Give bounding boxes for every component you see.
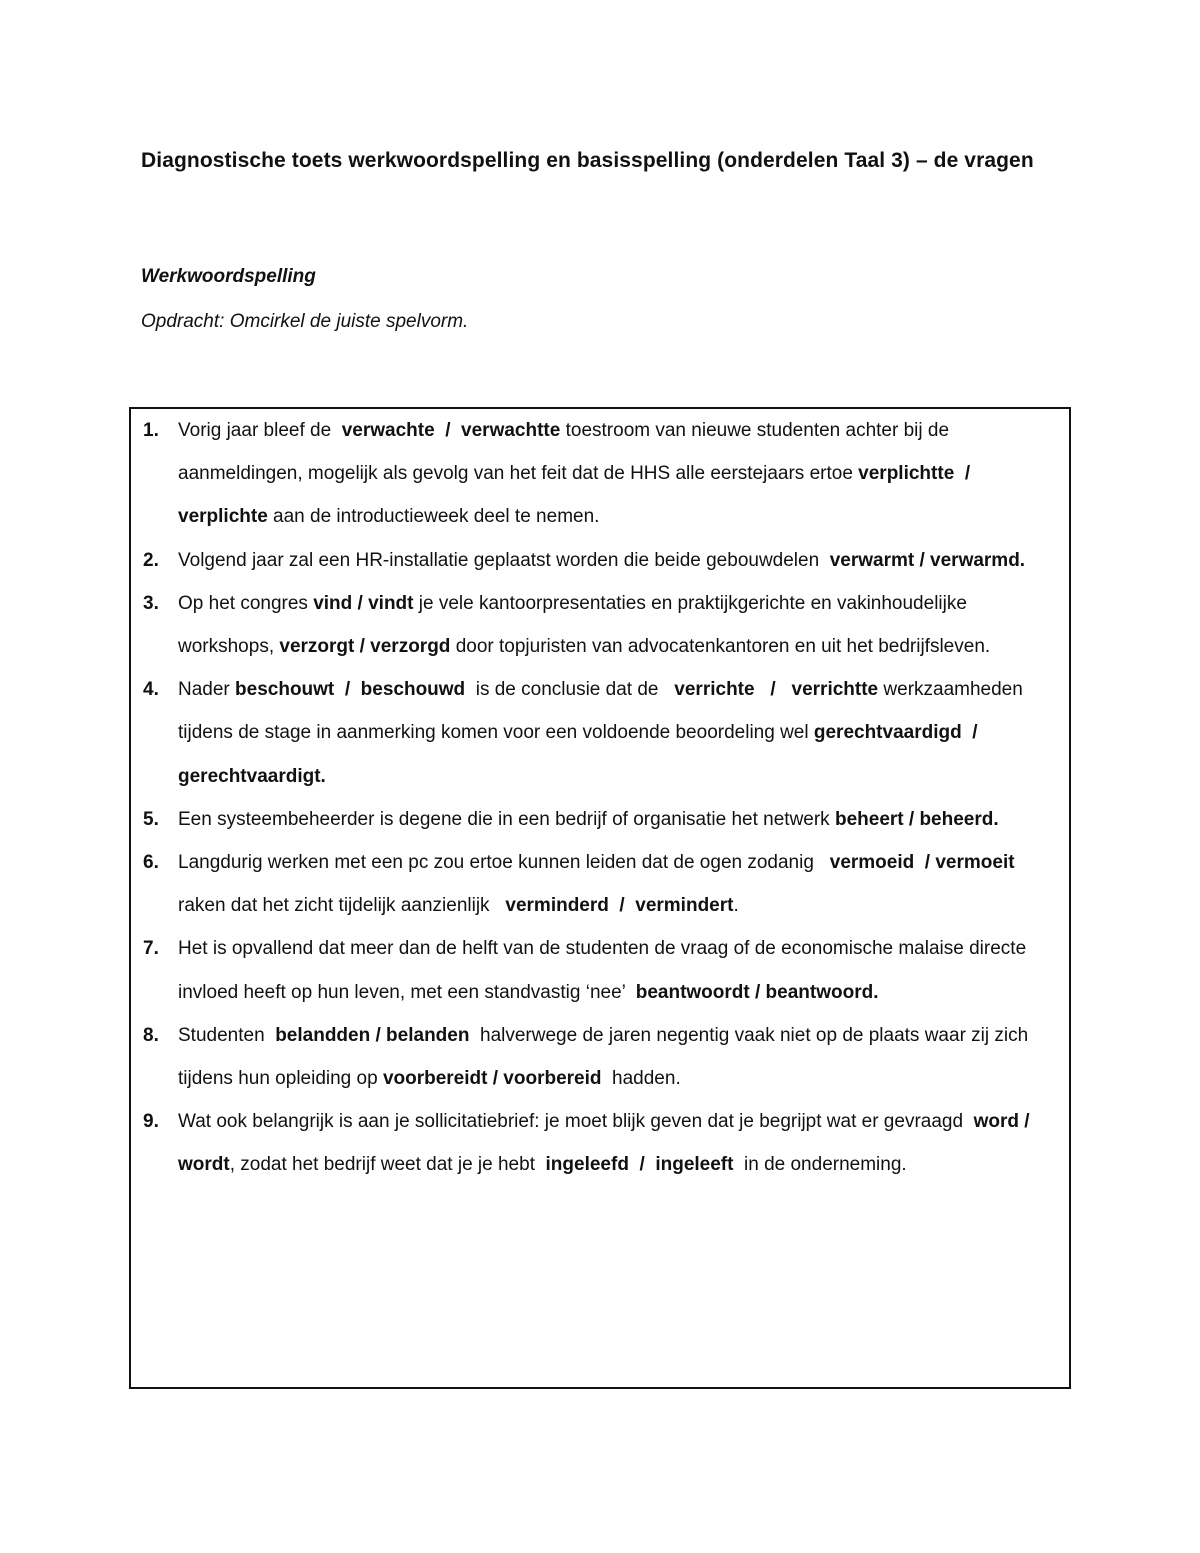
answer-options: verplichtte / verplichte: [178, 463, 976, 528]
question-number: 2.: [143, 549, 159, 571]
question-list: [131, 409, 1069, 1187]
question-item: [131, 668, 1069, 798]
question-item: [131, 409, 1069, 539]
question-text: [178, 1111, 1035, 1175]
question-text-segment: Een systeembeheerder is degene die in een bedrijf of organisatie het netwerk: [178, 808, 835, 830]
question-text-segment: Vorig jaar bleef de: [178, 420, 342, 441]
question-number: 8.: [143, 1024, 159, 1046]
question-text-segment: raken dat het zicht tijdelijk aanzienlijk: [178, 852, 1026, 917]
question-item: [131, 1014, 1069, 1100]
question-number: 3.: [143, 592, 159, 614]
question-text-segment: , zodat het bedrijf weet dat je je hebt: [229, 1154, 546, 1176]
question-item: [131, 798, 1069, 841]
question-text-segment: in de onderneming.: [733, 1154, 907, 1176]
question-number: 6.: [143, 852, 159, 874]
document-title: Diagnostische toets werkwoordspelling en basisspelling (onderdelen Taal 3) – de vragen: [141, 149, 1034, 172]
question-text-segment: halverwege de jaren negentig vaak niet op de plaats waar zij zich tijdens hun opleiding op: [178, 1024, 1034, 1090]
answer-options: beschouwt / beschouwd: [235, 679, 466, 701]
question-text: [178, 1025, 1033, 1089]
question-text-segment: Langdurig werken met een pc zou ertoe kunnen leiden dat de ogen zodanig: [178, 852, 830, 874]
question-box: [129, 407, 1071, 1389]
question-text-segment: werkzaamheden tijdens de stage in aanmerking komen voor een voldoende beoordeling wel: [178, 679, 1029, 744]
question-item: [131, 1100, 1069, 1186]
question-text-segment: Het is opvallend dat meer dan de helft van de studenten de vraag of de economische malaise directe invloed heeft op hun leven, met een standvastig ‘nee’: [178, 938, 1032, 1003]
answer-options: verzorgt / verzorgd: [279, 636, 451, 658]
question-text-segment: hadden.: [601, 1068, 681, 1090]
question-number: 7.: [143, 938, 159, 960]
answer-options: verminderd / vermindert: [505, 895, 734, 917]
question-text-segment: aan de introductieweek deel te nemen.: [267, 506, 600, 528]
question-text: [178, 593, 990, 657]
question-text-segment: .: [733, 895, 739, 917]
question-text-segment: door topjuristen van advocatenkantoren en uit het bedrijfsleven.: [450, 636, 991, 658]
question-text-segment: toestroom van nieuwe studenten achter bij de aanmeldingen, mogelijk als gevolg van het feit dat de HHS alle eerstejaars ertoe: [178, 420, 955, 485]
question-text-segment: Nader: [178, 679, 236, 701]
question-text: [178, 679, 1028, 786]
question-text-segment: Volgend jaar zal een HR-installatie geplaatst worden die beide gebouwdelen: [178, 549, 830, 571]
answer-options: gerechtvaardigd / gerechtvaardigt.: [178, 722, 989, 787]
answer-options: verrichte / verrichtte: [674, 679, 879, 701]
instruction-text: Opdracht: Omcirkel de juiste spelvorm.: [141, 311, 469, 332]
question-number: 1.: [143, 420, 159, 441]
answer-options: belandden / belanden: [275, 1024, 470, 1046]
answer-options: beheert / beheerd.: [834, 808, 999, 830]
answer-options: voorbereidt / voorbereid: [382, 1068, 602, 1090]
answer-options: verwarmt / verwarmd.: [829, 549, 1026, 571]
answer-options: vind / vindt: [313, 592, 414, 614]
question-number: 9.: [143, 1111, 159, 1133]
question-text: [178, 420, 975, 527]
question-text: [178, 809, 999, 830]
question-text-segment: je vele kantoorpresentaties en praktijkgerichte en vakinhoudelijke workshops,: [178, 592, 973, 658]
question-text-segment: Wat ook belangrijk is aan je sollicitatiebrief: je moet blijk geven dat je begrijpt wat er gevraagd: [178, 1111, 974, 1133]
answer-options: ingeleefd / ingeleeft: [545, 1154, 734, 1176]
question-text: [178, 852, 1025, 916]
question-text-segment: is de conclusie dat de: [465, 679, 675, 701]
question-text: [178, 550, 1025, 571]
answer-options: beantwoordt / beantwoord.: [635, 981, 879, 1003]
question-item: [131, 539, 1069, 582]
question-number: 4.: [143, 679, 159, 701]
answer-options: word / wordt: [178, 1111, 1035, 1176]
answer-options: vermoeid / vermoeit: [829, 852, 1015, 874]
question-item: [131, 841, 1069, 927]
question-text: [178, 938, 1031, 1002]
section-heading: Werkwoordspelling: [141, 266, 316, 287]
question-item: [131, 582, 1069, 668]
answer-options: verwachte / verwachtte: [341, 420, 561, 441]
question-item: [131, 927, 1069, 1013]
question-number: 5.: [143, 808, 159, 830]
question-text-segment: Op het congres: [178, 592, 314, 614]
question-text-segment: Studenten: [178, 1024, 276, 1046]
